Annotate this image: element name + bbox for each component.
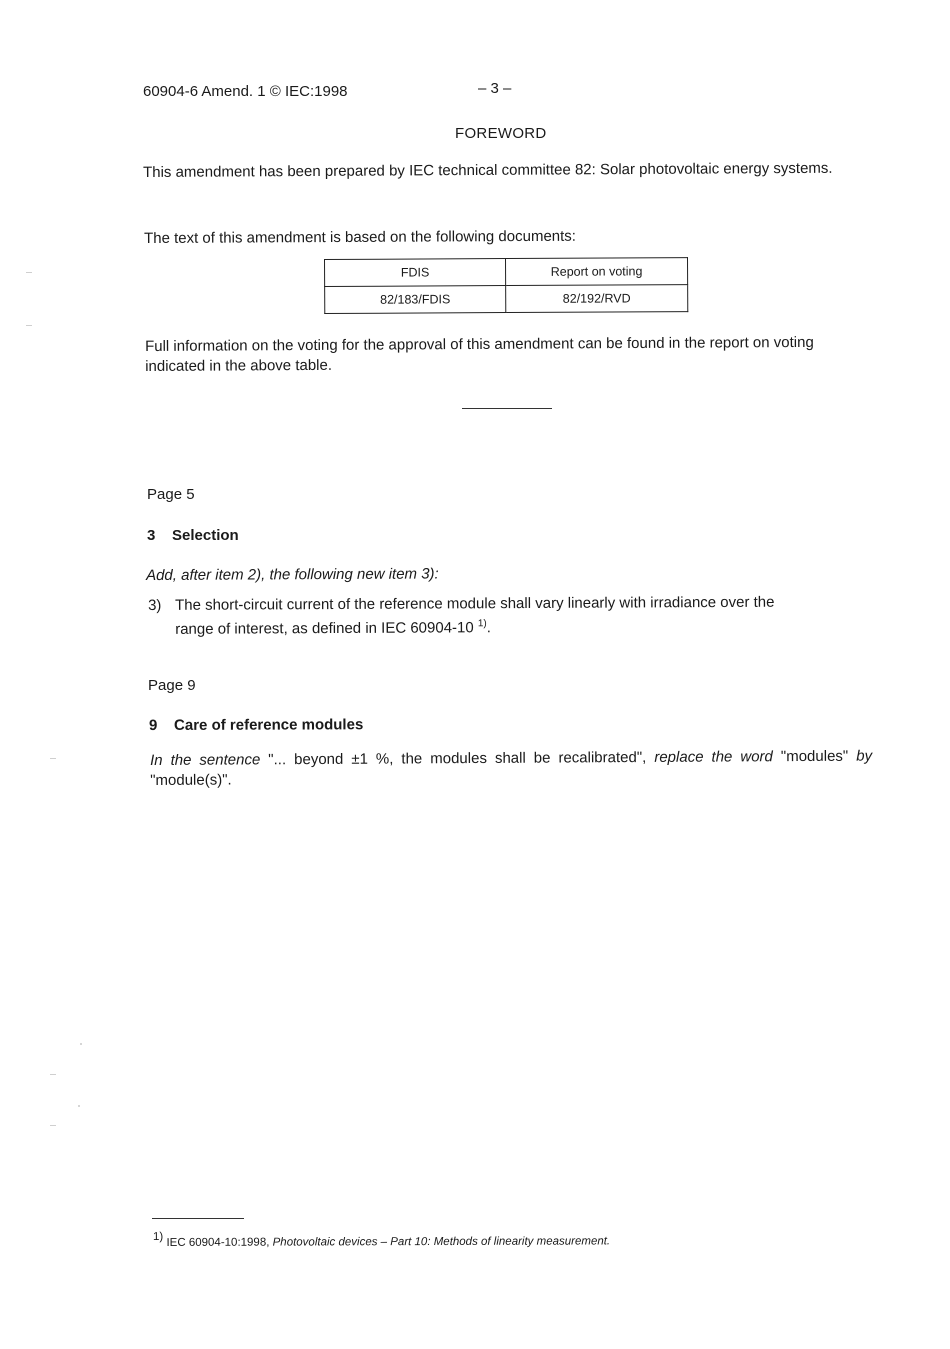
footnote-reference: 1) [477,618,487,630]
page-number: – 3 – [478,80,512,97]
foreword-paragraph-2: The text of this amendment is based on the following documents: [144,227,577,247]
section-number: 9 [149,716,158,734]
documents-table [324,257,688,314]
table-cell-fdis: 82/183/FDIS [325,286,506,314]
table-header-report: Report on voting [506,258,688,286]
instr-quote: "... beyond ±1 %, the modules shall be recalibrated", [260,748,655,769]
scan-artifact [50,758,56,759]
foreword-paragraph-1: This amendment has been prepared by IEC technical committee 82: Solar photovoltaic energy systems. [143,159,833,181]
footnote-ref: IEC 60904-10:1998, [163,1236,273,1249]
section-title: Selection [172,527,239,544]
amendment-instruction: Add, after item 2), the following new item 3): [146,565,439,584]
new-item-3 [148,593,775,640]
section-heading-9 [149,715,363,736]
scan-artifact [78,1105,80,1107]
footnote-title: Photovoltaic devices – Part 10: Methods of linearity measurement. [272,1235,611,1249]
page-reference-9: Page 9 [148,677,196,694]
instr-word: "modules" [772,747,857,766]
foreword-paragraph-3: Full information on the voting for the approval of this amendment can be found in the report on voting indicated in the above table. [145,333,814,375]
amendment-instruction-2 [150,747,872,791]
section-number: 3 [147,527,156,544]
item-text-line2: range of interest, as defined in IEC 60904-10 [175,619,474,638]
item-end-punctuation: . [486,619,491,637]
instr-italic-e: by [856,747,873,765]
scan-artifact [80,1043,82,1045]
table-cell-rvd: 82/192/RVD [506,285,688,313]
footnote [153,1229,610,1249]
scan-artifact [50,1125,56,1126]
item-label: 3) [148,596,162,614]
footnote-number: 1) [153,1230,164,1243]
instr-replacement: "module(s)". [150,771,232,789]
scan-artifact [26,325,32,326]
instr-italic-c: replace the word [654,748,773,766]
foreword-title: FOREWORD [455,125,547,142]
section-title: Care of reference modules [174,716,364,734]
item-text-line1: The short-circuit current of the reference module shall vary linearly with irradiance over the [175,593,775,614]
page-reference-5: Page 5 [147,486,195,503]
instr-italic-a: In the sentence [150,751,261,769]
section-heading-3 [147,526,239,546]
footnote-divider [152,1218,244,1219]
document-reference: 60904-6 Amend. 1 © IEC:1998 [143,83,348,100]
table-row [325,285,688,314]
section-divider [462,408,552,409]
scan-artifact [50,1074,56,1075]
scan-artifact [26,272,32,273]
table-header-row [325,258,688,287]
table-header-fdis: FDIS [325,259,506,287]
